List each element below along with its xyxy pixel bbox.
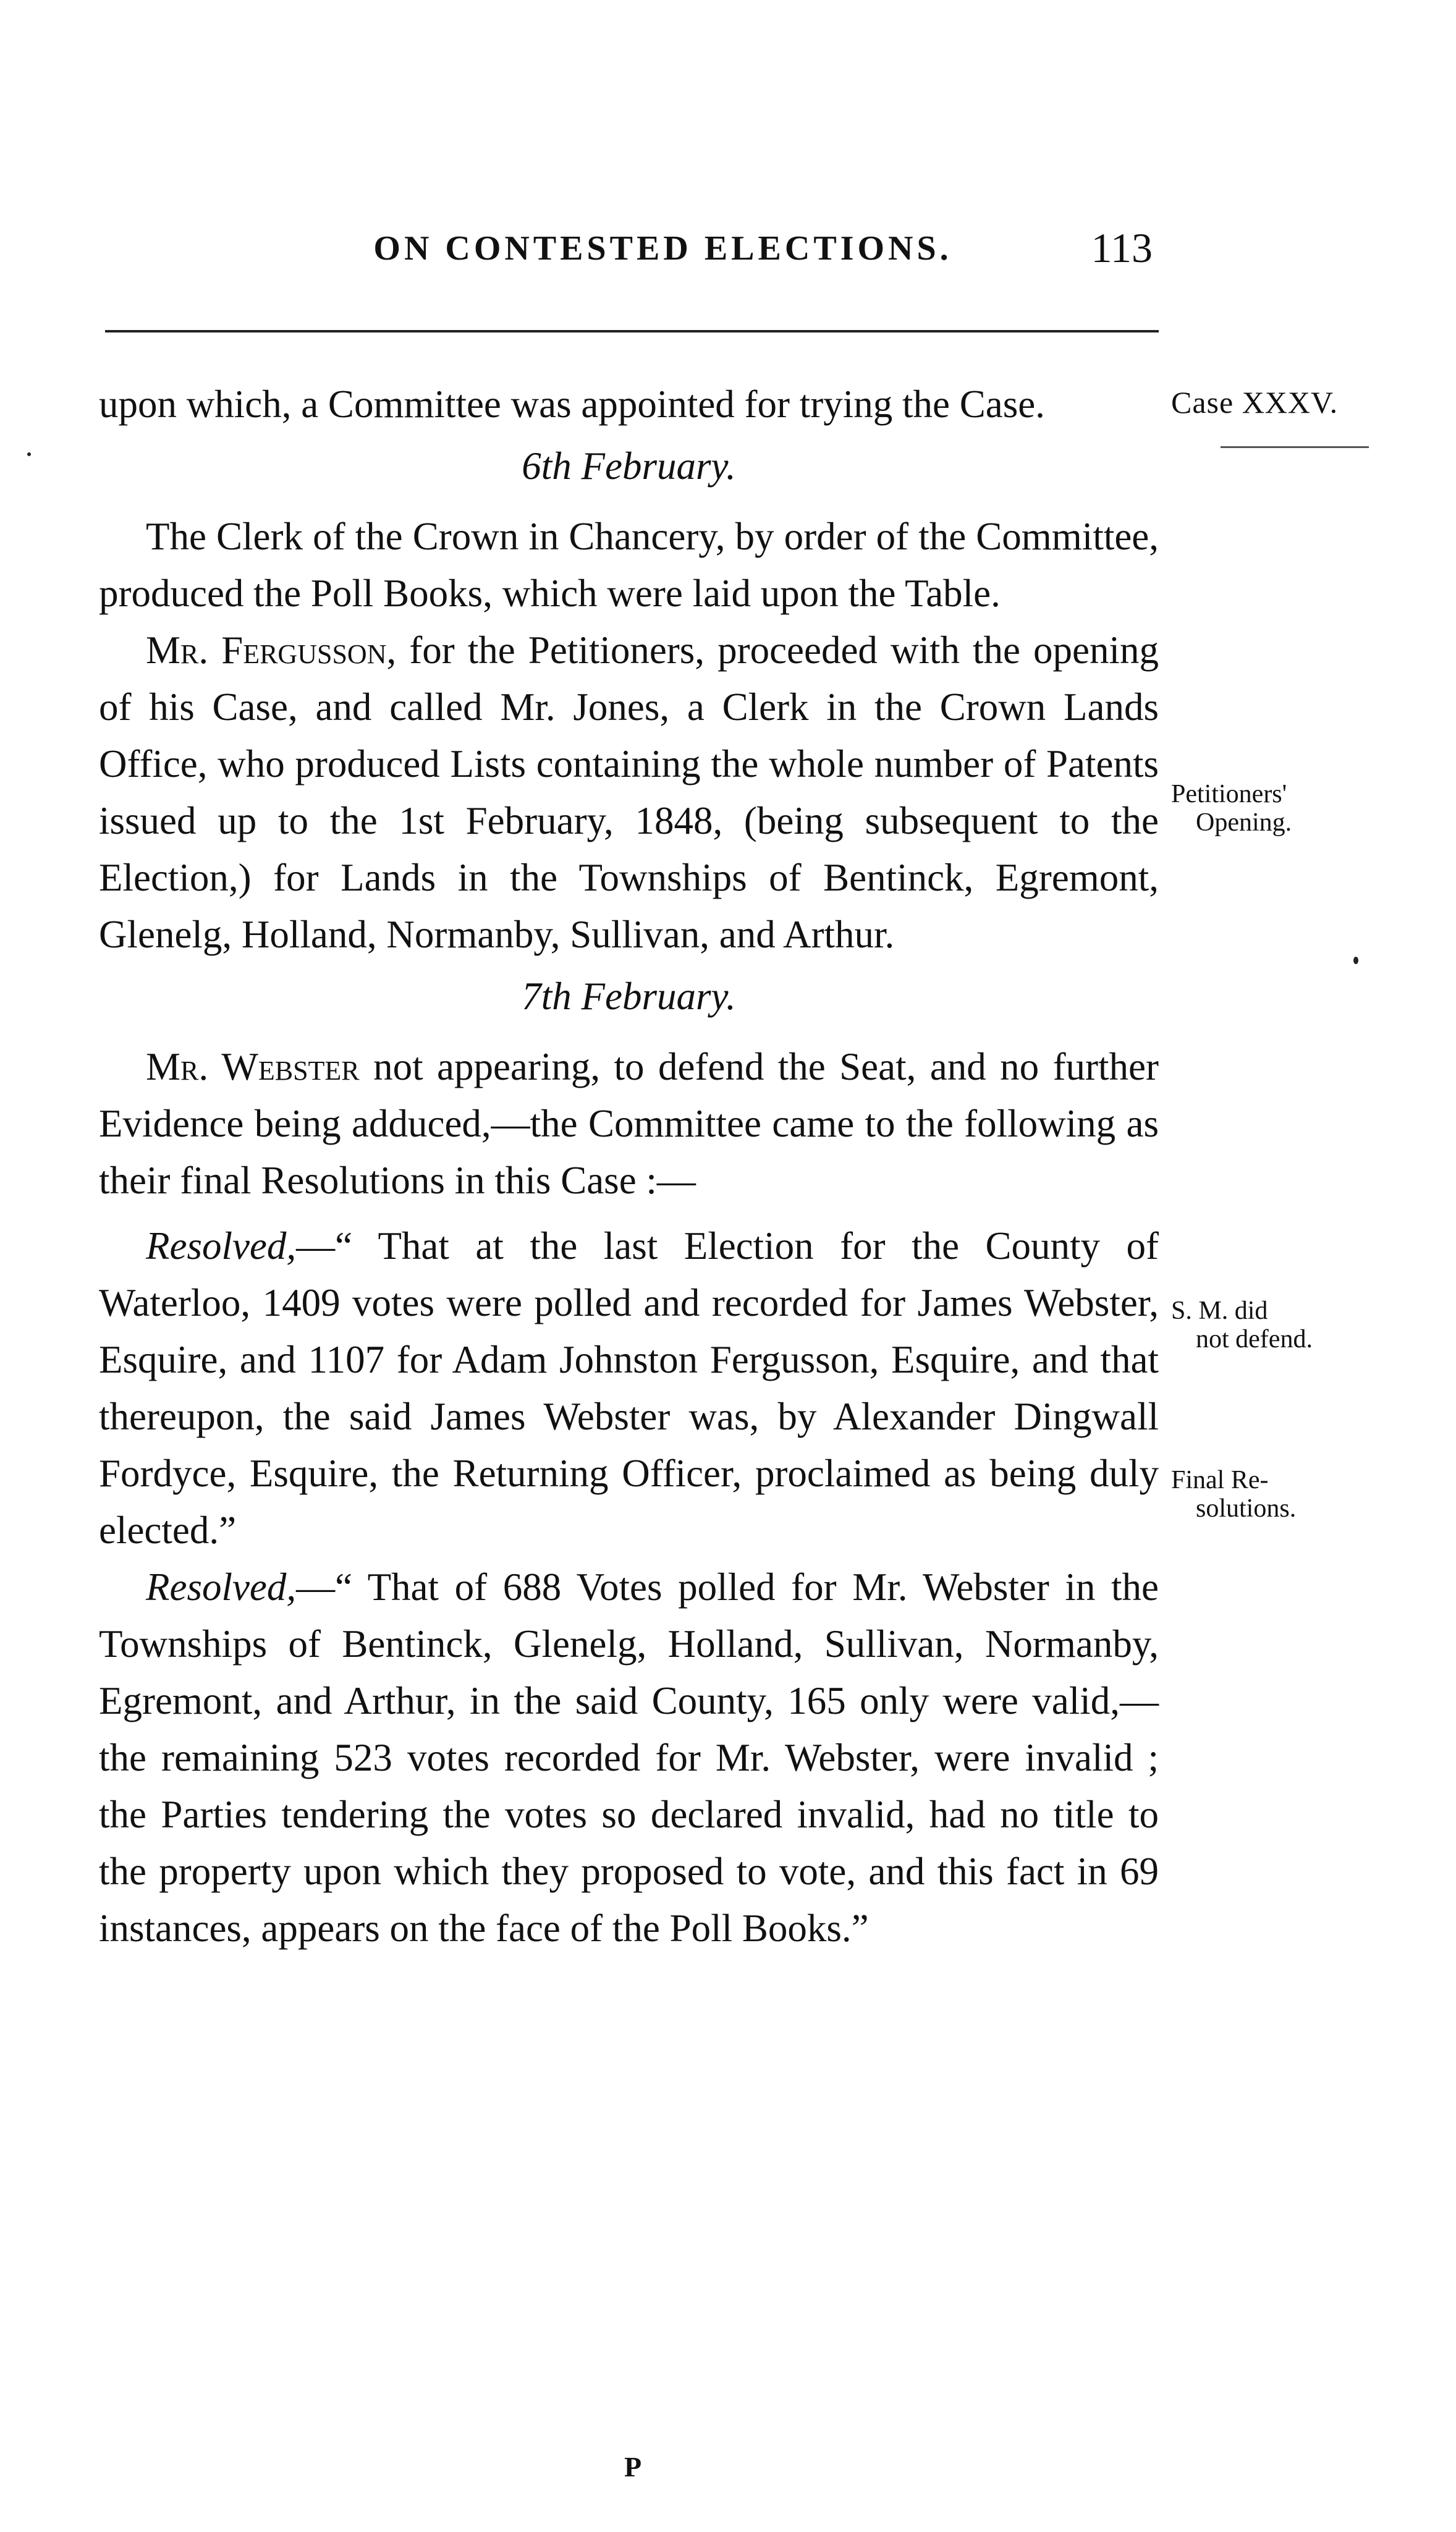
page-number: 113 <box>1091 224 1153 271</box>
margin-note-case-rule <box>1221 446 1369 448</box>
paragraph-clerk-poll-books: The Clerk of the Crown in Chancery, by order of the Committee, produced the Poll Books, which were laid upon the Table. <box>99 515 1159 615</box>
margin-note-sm-line2: not defend. <box>1196 1325 1313 1353</box>
speaker-name-webster: Mr. Webster <box>146 1045 360 1088</box>
margin-note-final-line1: Final Re- <box>1171 1466 1269 1494</box>
margin-note-petitioners-opening <box>1171 780 1431 837</box>
header-rule <box>105 330 1159 332</box>
paragraph-webster-not-appearing-text: not appearing, to defend the Seat, and no further Evidence being adduced,—the Committee came to the following as their final Resolutions in this Case :— <box>99 1045 1159 1202</box>
margin-note-sm-line1: S. M. did <box>1171 1297 1268 1325</box>
resolved-label-1: Resolved, <box>146 1224 297 1268</box>
paragraph-webster-not-appearing <box>99 1038 1159 1209</box>
margin-note-case: Case XXXV. <box>1171 385 1339 420</box>
resolution-2-text: —“ That of 688 Votes polled for Mr. Webster in the Townships of Bentinck, Glenelg, Holland, Sullivan, Normanby, Egremont, and Arthur, in the said County, 165 only were valid,—the remaining 523 votes recorded for Mr. Webster, were invalid ; the Parties tendering the votes so declared invalid, had no title to the property upon which they proposed to vote, and this fact in 69 instances, appears on the face of the Poll Books.” <box>99 1565 1159 1950</box>
body-text <box>99 376 1159 1957</box>
speaker-name-fergusson: Mr. Fergusson, <box>146 629 397 672</box>
paragraph-resolution-2 <box>99 1559 1159 1957</box>
running-title <box>99 229 1159 268</box>
margin-note-final-resolutions <box>1171 1466 1431 1523</box>
margin-note-petitioners-line1: Petitioners' <box>1171 780 1287 808</box>
margin-note-petitioners-line2: Opening. <box>1196 808 1292 837</box>
resolved-label-2: Resolved, <box>146 1565 297 1609</box>
page-header <box>99 224 1159 284</box>
print-speck <box>27 452 31 456</box>
paragraph-petitioners-opening <box>99 622 1159 963</box>
resolution-1-text: —“ That at the last Election for the County of Waterloo, 1409 votes were polled and recorded for James Webster, Esquire, and 1107 for Adam Johnston Fergusson, Esquire, and that thereupon, the said James Webster was, by Alexander Dingwall Fordyce, Esquire, the Returning Officer, proclaimed as being duly elected.” <box>99 1224 1159 1552</box>
signature-mark: P <box>624 2451 643 2483</box>
running-title-text: ON CONTESTED ELECTIONS. <box>373 229 952 268</box>
paragraph-resolution-1 <box>99 1217 1159 1559</box>
date-heading-6th-february: 6th February. <box>522 444 736 488</box>
paragraph-committee-appointed: upon which, a Committee was appointed for trying the Case. <box>99 383 1045 426</box>
margin-note-final-line2: solutions. <box>1196 1494 1297 1523</box>
print-speck <box>1353 957 1358 964</box>
margin-note-sm-did-not-defend <box>1171 1297 1431 1353</box>
paragraph-petitioners-opening-text: for the Petitioners, proceeded with the opening of his Case, and called Mr. Jones, a Clerk in the Crown Lands Office, who produced Lists containing the whole number of Patents issued up to the 1st February, 1848, (being subsequent to the Election,) for Lands in the Townships of Bentinck, Egremont, Glenelg, Holland, Normanby, Sullivan, and Arthur. <box>99 629 1159 956</box>
date-heading-7th-february: 7th February. <box>522 975 736 1018</box>
